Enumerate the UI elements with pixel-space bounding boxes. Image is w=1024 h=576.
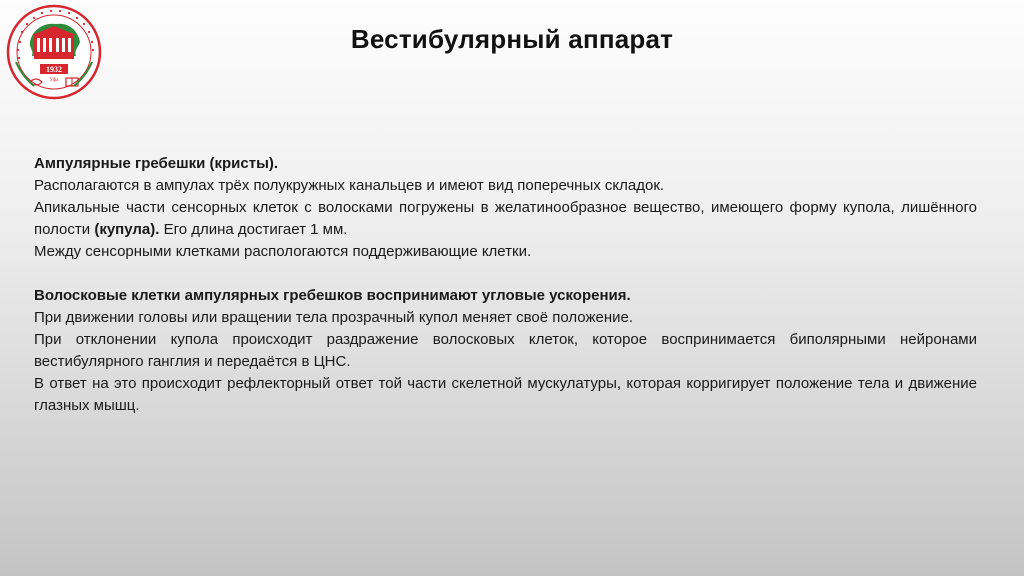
section-spacer [34, 263, 977, 285]
slide-body [34, 153, 977, 417]
section1-line2-tail: Его длина достигает 1 мм. [159, 221, 348, 238]
section2-line1: При движении головы или вращении тела прозрачный купол меняет своё положение. [34, 309, 634, 326]
section2-line2: При отклонении купола происходит раздражение волосковых клеток, которое воспринимается биполярными нейронами вестибулярного ганглия и передаётся в ЦНС. [34, 331, 977, 370]
section1-line2-bold: (купула). [94, 221, 160, 238]
section2-line3: В ответ на это происходит рефлекторный ответ той части скелетной мускулатуры, которая корригирует положение тела и движение глазных мышц. [34, 375, 977, 414]
section2-heading: Волосковые клетки ампулярных гребешков воспринимают угловые ускорения. [34, 287, 631, 304]
logo-year: 1932 [46, 65, 62, 74]
logo-city: Уфа [49, 78, 59, 83]
section1-line1: Располагаются в ампулах трёх полукружных канальцев и имеют вид поперечных складок. [34, 177, 665, 194]
section1-line2-text: Апикальные части сенсорных клеток с волосками погружены в желатинообразное вещество, имеющего форму купола, лишённого полости [34, 199, 977, 238]
section1-line3: Между сенсорными клетками распологаются поддерживающие клетки. [34, 243, 532, 260]
section1-heading: Ампулярные гребешки (кристы). [34, 155, 279, 172]
section1-line2 [34, 197, 977, 241]
slide-title: Вестибулярный аппарат [350, 24, 674, 54]
